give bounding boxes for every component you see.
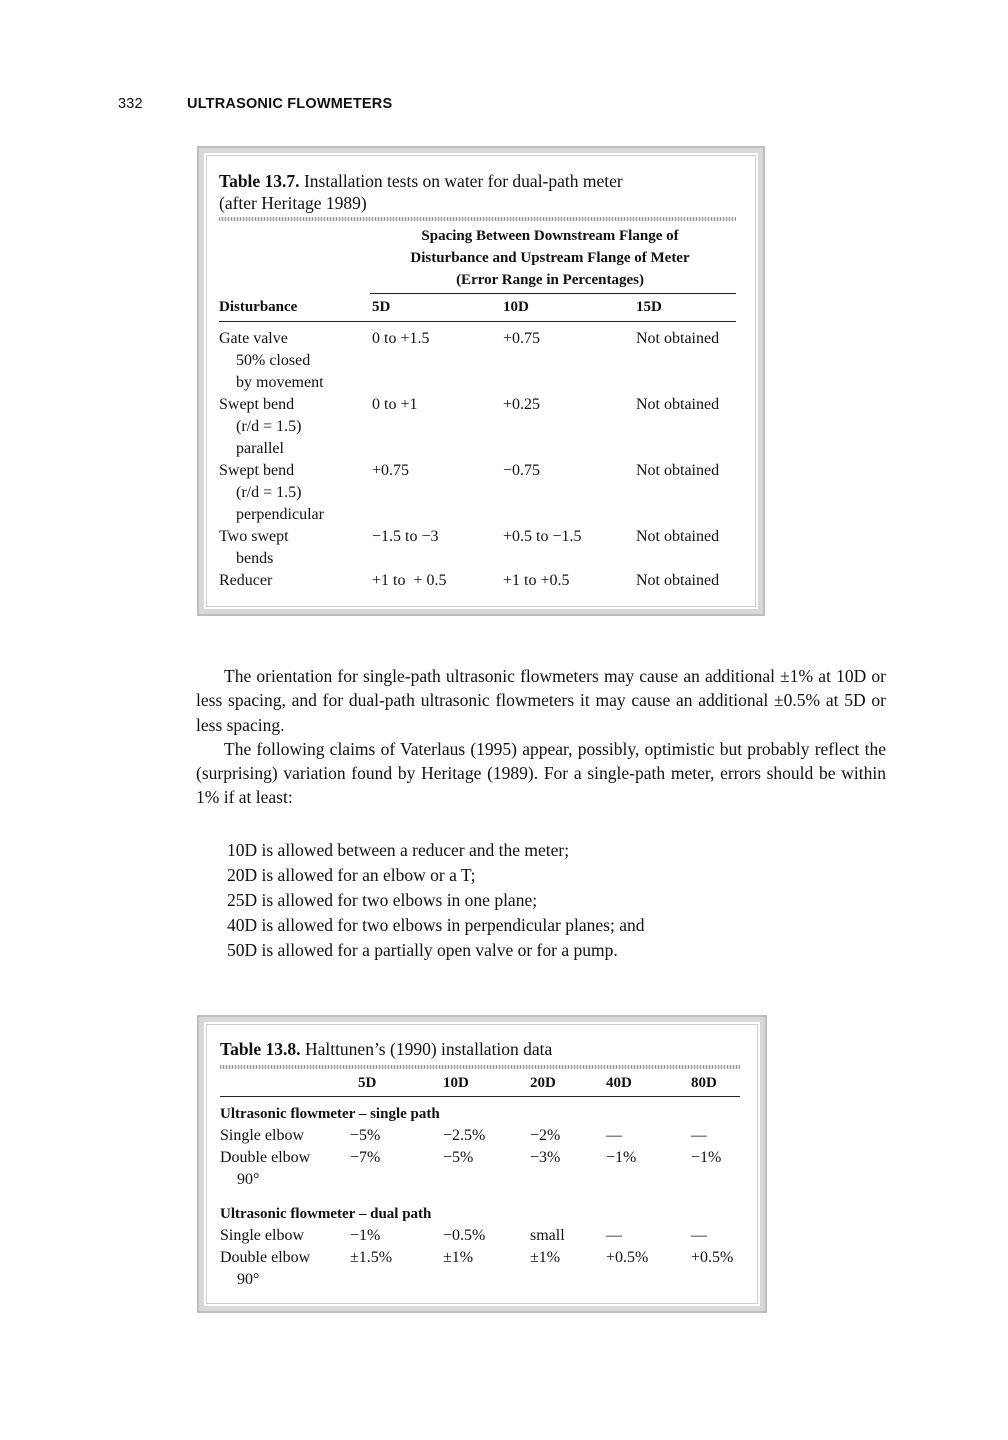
table-13-7-caption-line2: (after Heritage 1989) — [219, 193, 367, 213]
table-cell-5d: +0.75 — [372, 462, 410, 479]
table-cell: +0.5% — [606, 1249, 649, 1266]
table-13-7-header-rule — [219, 321, 736, 322]
table-13-8-hatch-rule — [220, 1065, 740, 1069]
table-cell-5d: 0 to +1 — [372, 396, 418, 413]
list-item: 20D is allowed for an elbow or a T; — [227, 865, 476, 885]
table-cell: −2.5% — [443, 1127, 486, 1144]
table-cell: −1% — [350, 1227, 381, 1244]
table-row: Swept bend (r/d = 1.5) parallel — [219, 396, 302, 457]
table-cell-10d: +0.5 to −1.5 — [503, 528, 582, 545]
page-number: 332 — [118, 96, 143, 112]
table-13-7-span-header: Spacing Between Downstream Flange of Disturbance and Upstream Flange of Meter (Error Range in Percentages) — [410, 228, 690, 288]
table-13-8-col-10d: 10D — [443, 1075, 469, 1091]
table-13-7-col-disturbance: Disturbance — [219, 299, 298, 315]
table-cell-5d: −1.5 to −3 — [372, 528, 439, 545]
table-row: Two swept bends — [219, 528, 289, 567]
list-item: 10D is allowed between a reducer and the meter; — [227, 840, 570, 860]
group-title-dual-path: Ultrasonic flowmeter – dual path — [220, 1206, 432, 1222]
table-cell: −1% — [691, 1149, 722, 1166]
table-row-label: Double elbow 90° — [220, 1149, 311, 1188]
table-cell: — — [606, 1127, 622, 1144]
table-cell: +0.5% — [691, 1249, 734, 1266]
table-13-7-hatch-rule — [219, 217, 736, 221]
claims-list — [227, 838, 644, 963]
table-cell-15d: Not obtained — [636, 528, 720, 545]
table-13-8-col-80d: 80D — [691, 1075, 717, 1091]
table-cell-10d: +0.75 — [503, 330, 541, 347]
table-13-7-col-10d: 10D — [503, 299, 529, 315]
table-13-8-caption — [220, 1038, 552, 1060]
table-cell-15d: Not obtained — [636, 462, 720, 479]
body-text — [196, 664, 886, 810]
running-header — [118, 96, 392, 112]
table-cell: — — [691, 1127, 707, 1144]
table-cell: −5% — [443, 1149, 474, 1166]
table-13-7-col-5d: 5D — [372, 299, 391, 315]
paragraph-2: The following claims of Vaterlaus (1995) appear, possibly, optimistic but probably reflect the (surprising) variation found by Heritage (1989). For a single-path meter, errors should be within 1% if at least: — [196, 738, 886, 808]
running-title: ULTRASONIC FLOWMETERS — [187, 96, 393, 112]
paragraph-1: The orientation for single-path ultrasonic flowmeters may cause an additional ±1% at 10D or less spacing, and for dual-path ultrasonic flowmeters it may cause an additional ±0.5% at 5D or less spacing. — [196, 666, 886, 735]
table-13-7-span-rule — [370, 293, 736, 294]
table-13-8-col-5d: 5D — [358, 1075, 377, 1091]
table-row-label: Double elbow 90° — [220, 1249, 311, 1288]
table-row-label: Single elbow — [220, 1227, 304, 1244]
table-cell: ±1% — [443, 1249, 474, 1266]
table-cell: −3% — [530, 1149, 561, 1166]
table-cell: ±1% — [530, 1249, 561, 1266]
table-row: Swept bend (r/d = 1.5) perpendicular — [219, 462, 324, 523]
table-cell-5d: +1 to + 0.5 — [372, 572, 447, 589]
table-13-7-caption-line1: Installation tests on water for dual-path meter — [303, 171, 623, 191]
table-cell: −0.5% — [443, 1227, 486, 1244]
table-13-7-caption — [219, 170, 623, 214]
table-cell: — — [691, 1227, 707, 1244]
table-row: Reducer — [219, 572, 273, 589]
table-row: Gate valve 50% closed by movement — [219, 330, 324, 391]
table-13-7-col-15d: 15D — [636, 299, 662, 315]
table-cell: −5% — [350, 1127, 381, 1144]
table-cell: — — [606, 1227, 622, 1244]
table-13-8-header-rule — [220, 1096, 740, 1097]
table-cell: ±1.5% — [350, 1249, 393, 1266]
table-cell-10d: +1 to +0.5 — [503, 572, 570, 589]
table-cell-10d: −0.75 — [503, 462, 541, 479]
table-cell-15d: Not obtained — [636, 572, 720, 589]
table-row-label: Single elbow — [220, 1127, 304, 1144]
table-cell-15d: Not obtained — [636, 330, 720, 347]
table-cell: −1% — [606, 1149, 637, 1166]
list-item: 25D is allowed for two elbows in one plane; — [227, 890, 538, 910]
table-cell-10d: +0.25 — [503, 396, 541, 413]
table-cell: small — [530, 1227, 565, 1244]
list-item: 40D is allowed for two elbows in perpendicular planes; and — [227, 915, 645, 935]
table-cell: −7% — [350, 1149, 381, 1166]
table-13-8-col-20d: 20D — [530, 1075, 556, 1091]
list-item: 50D is allowed for a partially open valve or for a pump. — [227, 940, 618, 960]
table-13-8-caption-text: Halttunen’s (1990) installation data — [304, 1039, 553, 1059]
table-cell-5d: 0 to +1.5 — [372, 330, 430, 347]
table-13-8-col-40d: 40D — [606, 1075, 632, 1091]
table-cell-15d: Not obtained — [636, 396, 720, 413]
table-cell: −2% — [530, 1127, 561, 1144]
group-title-single-path: Ultrasonic flowmeter – single path — [220, 1106, 440, 1122]
table-13-7-label: Table 13.7. — [219, 171, 300, 191]
table-13-8-label: Table 13.8. — [220, 1039, 301, 1059]
